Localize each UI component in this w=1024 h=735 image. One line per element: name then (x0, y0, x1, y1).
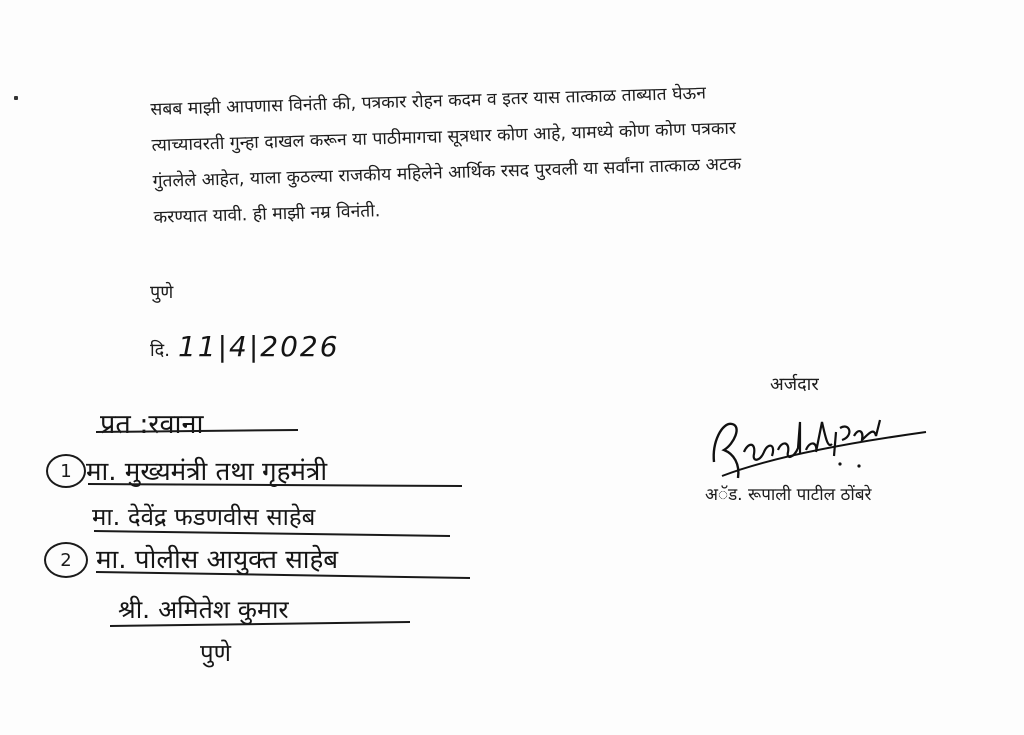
applicant-name: अॅड. रूपाली पाटील ठोंबरे (705, 485, 872, 505)
letter-body (150, 70, 894, 236)
copy-2-line-2: श्री. अमितेश कुमार (118, 595, 289, 624)
copies-heading: प्रत :रवाना (100, 409, 204, 440)
copy-1-line-2: मा. देवेंद्र फडणवीस साहेब (92, 503, 316, 531)
copy-number-1: 1 (46, 454, 86, 488)
copy-2-line-1: मा. पोलीस आयुक्त साहेब (96, 545, 339, 575)
copy-2-line-3: पुणे (200, 639, 231, 667)
applicant-label: अर्जदार (770, 374, 819, 395)
copy-number-2: 2 (44, 542, 88, 578)
body-line-4: करण्यात यावी. ही माझी नम्र विनंती. (153, 201, 381, 228)
place: पुणे (150, 282, 174, 303)
body-line-1: सबब माझी आपणास विनंती की, पत्रकार रोहन कदम व इतर यास तात्काळ ताब्यात घेऊन (150, 83, 707, 120)
scan-dot (14, 96, 18, 100)
body-line-3: गुंतलेले आहेत, याला कुठल्या राजकीय महिलेने आर्थिक रसद पुरवली या सर्वांना तात्काळ अटक (152, 154, 742, 192)
date-value: 11|4|2026 (177, 330, 340, 363)
date-line (150, 330, 340, 363)
signature (704, 392, 934, 492)
body-line-2: त्याच्यावरती गुन्हा दाखल करून या पाठीमागचा सूत्रधार कोण आहे, यामध्ये कोण कोण पत्रकार (151, 118, 737, 156)
copy-1-line-1: मा. मुख्यमंत्री तथा गृहमंत्री (86, 457, 328, 487)
date-prefix: दि. (150, 340, 170, 361)
